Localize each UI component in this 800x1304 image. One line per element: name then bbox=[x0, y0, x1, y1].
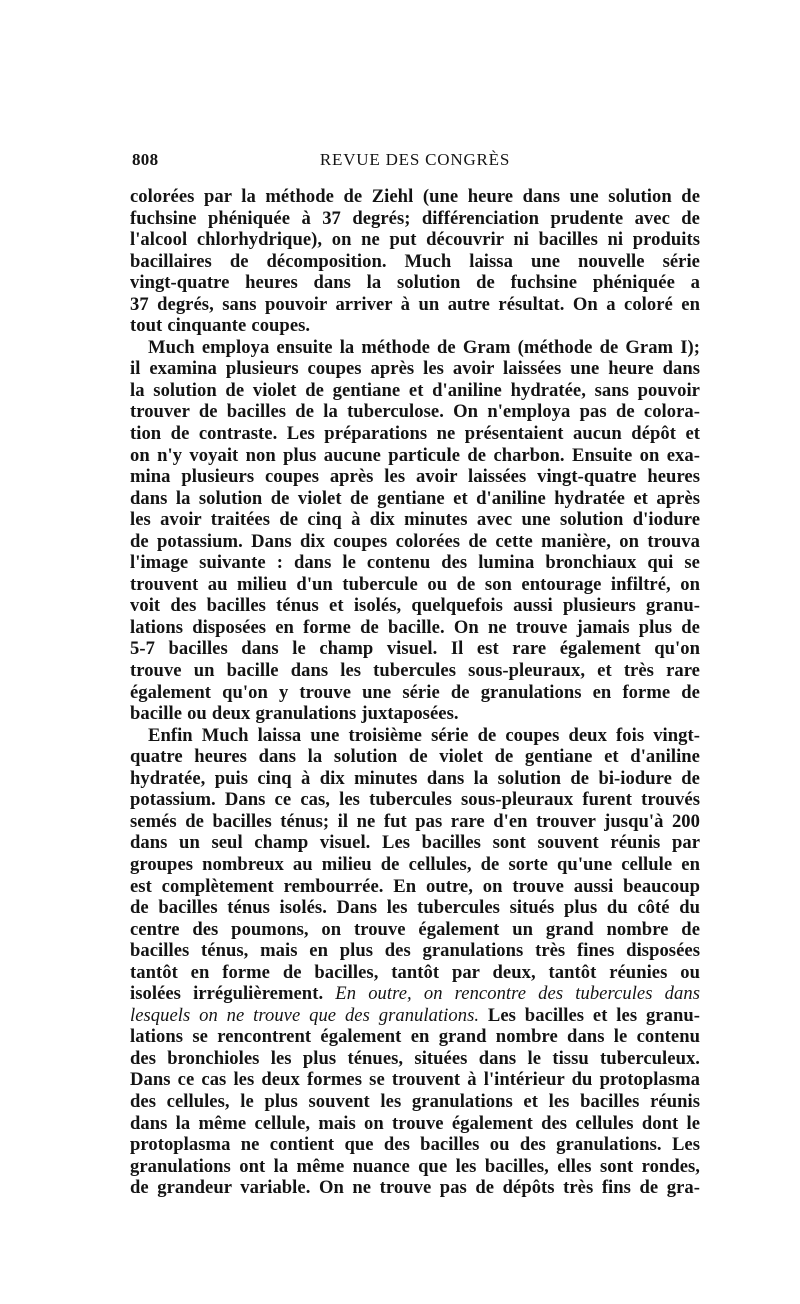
text-line: bacillaires de décomposition. Much laissa une nouvelle série bbox=[130, 250, 700, 272]
text-line: est complètement rembourrée. En outre, on trouve aussi beaucoup bbox=[130, 875, 700, 897]
text-line: vingt-quatre heures dans la solution de fuchsine phéniquée a bbox=[130, 272, 700, 294]
text-line: 5-7 bacilles dans le champ visuel. Il est rare également qu'on bbox=[130, 638, 700, 660]
paragraph-1 bbox=[130, 186, 700, 337]
text-line: protoplasma ne contient que des bacilles ou des granulations. Les bbox=[130, 1134, 700, 1156]
text-line: colorées par la méthode de Ziehl (une heure dans une solution de bbox=[130, 186, 700, 207]
text-line: centre des poumons, on trouve également un grand nombre de bbox=[130, 918, 700, 940]
text-line: de potassium. Dans dix coupes colorées de cette manière, on trouva bbox=[130, 530, 700, 552]
italic-text-segment: lesquels on ne trouve que des granulations. bbox=[130, 1004, 480, 1026]
text-line: quatre heures dans la solution de violet de gentiane et d'aniline bbox=[130, 746, 700, 768]
page-number: 808 bbox=[132, 150, 159, 169]
text-line: groupes nombreux au milieu de cellules, de sorte qu'une cellule en bbox=[130, 853, 700, 875]
text-line: les avoir traitées de cinq à dix minutes avec une solution d'iodure bbox=[130, 509, 700, 531]
text-line: Dans ce cas les deux formes se trouvent à l'intérieur du protoplasma bbox=[130, 1069, 700, 1091]
text-line: des cellules, le plus souvent les granulations et les bacilles réunis bbox=[130, 1090, 700, 1112]
text-line: tout cinquante coupes. bbox=[130, 315, 311, 337]
text-segment: isolées irrégulièrement. bbox=[130, 983, 324, 1005]
text-line: potassium. Dans ce cas, les tubercules sous-pleuraux furent trouvés bbox=[130, 789, 700, 811]
text-line: fuchsine phéniquée à 37 degrés; différenciation prudente avec de bbox=[130, 207, 700, 229]
italic-text-segment: En outre, on rencontre des tubercules dans bbox=[335, 983, 700, 1005]
text-line: Enfin Much laissa une troisième série de coupes deux fois vingt- bbox=[148, 724, 700, 746]
journal-title: REVUE DES CONGRÈS bbox=[319, 150, 511, 169]
text-line: trouver de bacilles de la tuberculose. On n'employa pas de colora- bbox=[130, 401, 700, 423]
text-line-mixed bbox=[130, 1005, 700, 1027]
text-line: bacille ou deux granulations juxtaposées. bbox=[130, 703, 459, 725]
text-line: lations disposées en forme de bacille. On ne trouve jamais plus de bbox=[130, 616, 700, 638]
text-line-mixed bbox=[130, 983, 700, 1005]
text-line: dans la même cellule, mais on trouve également des cellules dont le bbox=[130, 1112, 700, 1134]
text-line: dans un seul champ visuel. Les bacilles sont souvent réunis par bbox=[130, 832, 700, 854]
text-line: des bronchioles les plus ténues, situées dans le tissu tuberculeux. bbox=[130, 1047, 700, 1069]
page-body bbox=[130, 186, 700, 1199]
text-line: la solution de violet de gentiane et d'aniline hydratée, sans pouvoir bbox=[130, 379, 700, 401]
text-line: dans la solution de violet de gentiane et d'aniline hydratée et après bbox=[130, 487, 700, 509]
text-line: trouve un bacille dans les tubercules sous-pleuraux, et très rare bbox=[130, 660, 700, 682]
text-line: l'image suivante : dans le contenu des lumina bronchiaux qui se bbox=[130, 552, 700, 574]
paragraph-2 bbox=[130, 337, 700, 725]
text-line: hydratée, puis cinq à dix minutes dans la solution de bi-iodure de bbox=[130, 767, 700, 789]
text-line: trouvent au milieu d'un tubercule ou de son entourage infiltré, on bbox=[130, 573, 700, 595]
text-line: tion de contraste. Les préparations ne présentaient aucun dépôt et bbox=[130, 423, 700, 445]
text-line: on n'y voyait non plus aucune particule de charbon. Ensuite on exa- bbox=[130, 444, 700, 466]
text-line: il examina plusieurs coupes après les avoir laissées une heure dans bbox=[130, 358, 700, 380]
text-line: voit des bacilles ténus et isolés, quelquefois aussi plusieurs granu- bbox=[130, 595, 700, 617]
text-line: mina plusieurs coupes après les avoir laissées vingt-quatre heures bbox=[130, 466, 700, 488]
text-line: de grandeur variable. On ne trouve pas de dépôts très fins de gra- bbox=[130, 1177, 700, 1199]
text-segment: Les bacilles et les granu- bbox=[487, 1004, 700, 1026]
text-line: bacilles ténus, mais en plus des granulations très fines disposées bbox=[130, 940, 700, 962]
text-line: de bacilles ténus isolés. Dans les tubercules situés plus du côté du bbox=[130, 897, 700, 919]
text-line: 37 degrés, sans pouvoir arriver à un autre résultat. On a coloré en bbox=[130, 293, 700, 315]
running-head bbox=[132, 150, 698, 174]
text-line: lations se rencontrent également en grand nombre dans le contenu bbox=[130, 1026, 700, 1048]
paragraph-3 bbox=[130, 725, 700, 1199]
text-line: semés de bacilles ténus; il ne fut pas rare d'en trouver jusqu'à 200 bbox=[130, 810, 700, 832]
text-line: tantôt en forme de bacilles, tantôt par deux, tantôt réunies ou bbox=[130, 961, 700, 983]
text-line: l'alcool chlorhydrique), on ne put découvrir ni bacilles ni produits bbox=[130, 229, 700, 251]
text-line: également qu'on y trouve une série de granulations en forme de bbox=[130, 681, 700, 703]
text-line: granulations ont la même nuance que les bacilles, elles sont rondes, bbox=[130, 1155, 700, 1177]
text-line: Much employa ensuite la méthode de Gram (méthode de Gram I); bbox=[148, 336, 700, 358]
